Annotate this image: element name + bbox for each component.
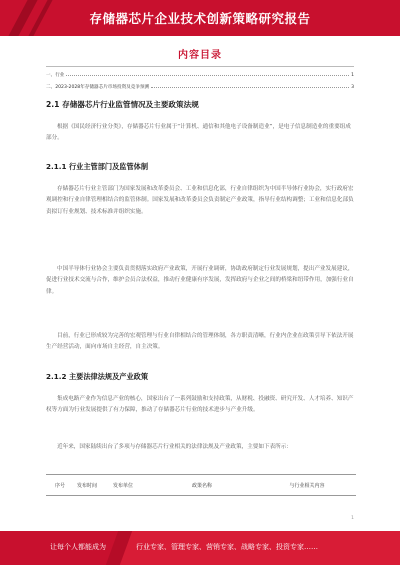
- footer-slogan: 让每个人都能成为: [50, 543, 106, 551]
- toc-entry-page: 3: [351, 85, 354, 90]
- subsection-heading: 2.1.1 行业主管部门及监管体制: [46, 162, 149, 171]
- toc-entry[interactable]: [46, 72, 354, 78]
- toc-title: 内容目录: [178, 50, 222, 61]
- toc-divider: [46, 66, 354, 67]
- toc-leader-dots: [66, 72, 349, 76]
- page-number: 1: [351, 516, 354, 521]
- toc-entry-page: 1: [351, 73, 354, 78]
- report-title: 存储器芯片企业技术创新策略研究报告: [89, 11, 311, 26]
- table-header-cell: 与行业相关内容: [258, 475, 356, 496]
- table-header-cell: 政策名称: [146, 475, 258, 496]
- paragraph: 存储器芯片行业主管部门为国家发展和改革委员会、工业和信息化部，行业自律组织为中国半导体行业协会，实行政府宏观调控和行业自律管理相结合的监管体制。国家发展和改革委员会负责制定产业政策，指导行业结构调整；工业和信息化部负责拟订行业规划、技术标准并组织实施。: [46, 186, 354, 215]
- paragraph: 目前，行业已形成较为完善的宏观管理与行业自律相结合的管理体制，各方职责清晰，行业内企业在政策引导下依法开展生产经营活动，面向市场自主经营，自主决策。: [46, 333, 354, 351]
- table-header-cell: 发布单位: [100, 475, 146, 496]
- footer-banner: [0, 531, 400, 565]
- footer-expert-list: 行业专家、管理专家、营销专家、战略专家、投资专家……: [136, 543, 318, 551]
- paragraph: 中国半导体行业协会主要负责贯彻落实政府产业政策，开展行业调研，协助政府制定行业发展规划，提出产业发展建议，促进行业技术交流与合作，维护会员合法权益，推动行业健康有序发展，发挥政府与企业之间的桥梁和纽带作用，加强行业自律。: [46, 266, 354, 295]
- policy-table: [46, 474, 356, 496]
- toc-entry[interactable]: [46, 84, 354, 90]
- section-heading: 2.1 存储器芯片行业监管情况及主要政策法规: [46, 100, 199, 109]
- table-header-cell: 序号: [46, 475, 74, 496]
- header-banner: [0, 0, 400, 36]
- table-header-cell: 发布时间: [74, 475, 100, 496]
- paragraph: 近年来，国家陆续出台了多项与存储器芯片行业相关的法律法规及产业政策，主要如下表所示：: [57, 444, 292, 450]
- toc-entry-label: 二、2023-2028年存储器芯片市场投资及竞争预测: [46, 85, 150, 90]
- table-header-row: [46, 475, 356, 496]
- toc-entry-label: 一、行业: [46, 73, 65, 78]
- toc-leader-dots: [151, 84, 349, 88]
- subsection-heading: 2.1.2 主要法律法规及产业政策: [46, 372, 149, 381]
- paragraph: 集成电路产业作为信息产业的核心，国家出台了一系列鼓励和支持政策，从财税、投融资、研究开发、人才培养、知识产权等方面为行业发展提供了有力保障，推动了存储器芯片行业的技术进步与产业升级。: [46, 396, 354, 414]
- paragraph: 根据《国民经济行业分类》，存储器芯片行业属于“计算机、通信和其他电子设备制造业”，是电子信息制造业的重要组成部分。: [46, 124, 351, 142]
